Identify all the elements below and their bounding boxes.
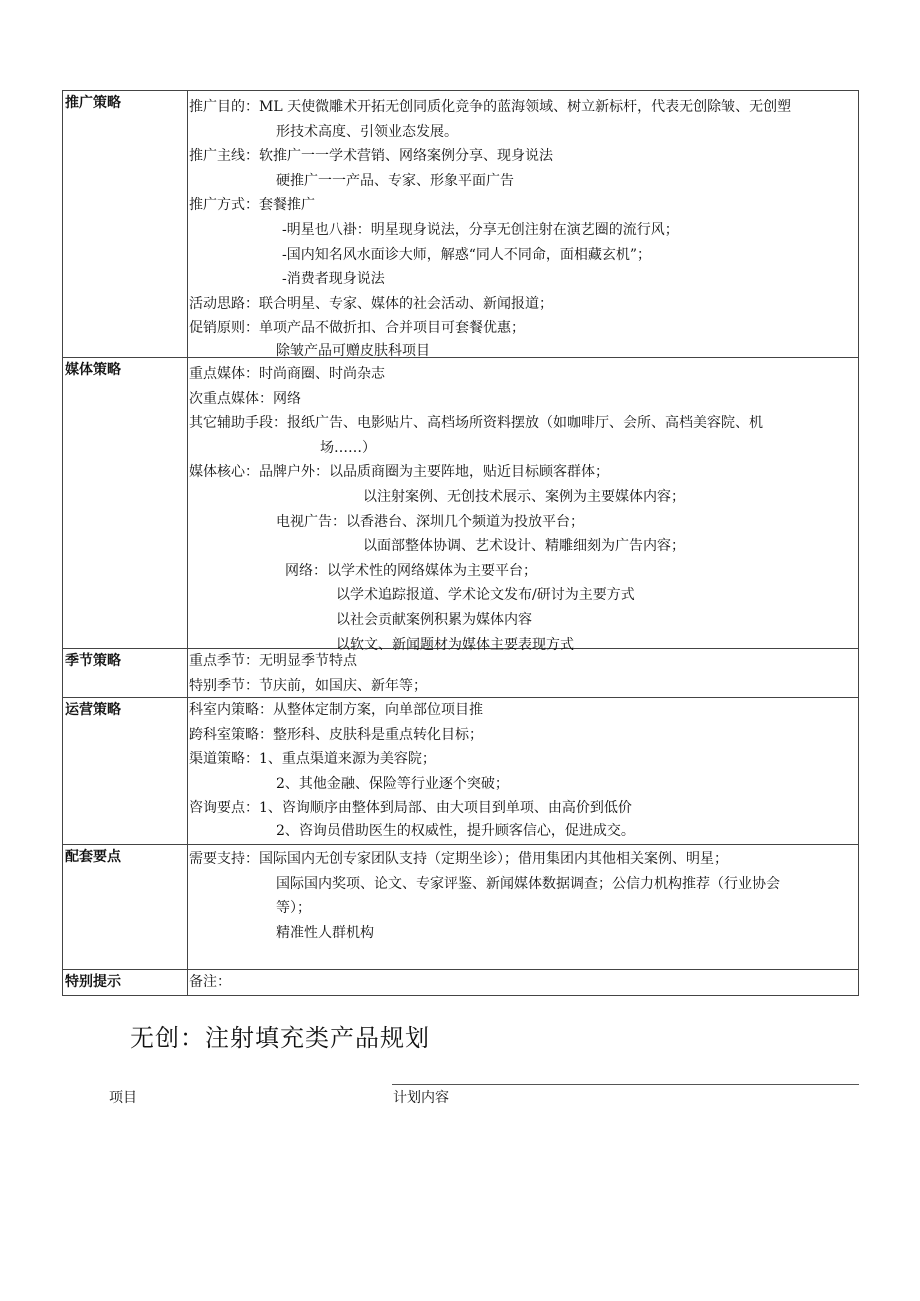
row-content xyxy=(188,845,858,969)
content-line: 特别季节：节庆前，如国庆、新年等； xyxy=(189,677,427,694)
content-line: 以社会贡献案例积累为媒体内容 xyxy=(336,611,532,628)
table-row-notes xyxy=(63,970,858,996)
content-line: -明星也八褂：明星现身说法，分享无创注射在演艺圈的流行风； xyxy=(282,221,679,238)
content-line-cut: 除皱产品可赠皮肤科项目 xyxy=(276,342,430,359)
table-row-support xyxy=(63,845,858,970)
row-label: 特别提示 xyxy=(63,970,188,995)
content-line-cut: 2、咨询员借助医生的权威性，提升顾客信心，促进成交。 xyxy=(276,822,635,839)
content-line: 重点季节：无明显季节特点 xyxy=(189,653,357,669)
content-line: 网络：以学术性的网络媒体为主要平台； xyxy=(285,562,537,579)
row-content xyxy=(188,649,858,697)
content-line: 其它辅助手段：报纸广告、电影贴片、高档场所资料摆放（如咖啡厅、会所、高档美容院、机 xyxy=(189,415,763,432)
content-line: 推广主线：软推广一一学术营销、网络案例分享、现身说法 xyxy=(189,148,553,165)
content-line: 精准性人群机构 xyxy=(276,924,374,941)
content-line: 2、其他金融、保险等行业逐个突破； xyxy=(276,775,509,792)
content-line: 以学术追踪报道、学术论文发布/研讨为主要方式 xyxy=(336,587,635,604)
content-line: -消费者现身说法 xyxy=(282,271,385,288)
strategy-table xyxy=(62,90,859,996)
content-line: 电视广告：以香港台、深圳几个频道为投放平台； xyxy=(276,513,584,530)
page-title: 无创：注射填充类产品规划 xyxy=(130,1024,430,1052)
row-label: 推广策略 xyxy=(63,91,188,357)
table-row-media xyxy=(63,358,858,653)
row-label: 媒体策略 xyxy=(63,358,188,648)
table-row-operations xyxy=(63,698,858,845)
content-line: 跨科室策略：整形科、皮肤科是重点转化目标； xyxy=(189,726,483,743)
column-header-plan: 计划内容 xyxy=(393,1090,449,1106)
content-line: 场……） xyxy=(320,439,376,456)
content-line: 以注射案例、无创技术展示、案例为主要媒体内容； xyxy=(363,488,685,505)
content-line: 等）； xyxy=(276,900,311,917)
content-line: 重点媒体：时尚商圈、时尚杂志 xyxy=(189,366,385,382)
row-content xyxy=(188,698,858,844)
content-line: 渠道策略：1、重点渠道来源为美容院； xyxy=(189,751,436,768)
content-line: 需要支持：国际国内无创专家团队支持（定期坐诊）；借用集团内其他相关案例、明星； xyxy=(189,851,728,867)
row-label: 季节策略 xyxy=(63,649,188,697)
content-line: 硬推广一一产品、专家、形象平面广告 xyxy=(276,172,514,189)
column-header-item: 项目 xyxy=(109,1090,137,1106)
content-line: 推广目的：ML 天使微雕术开拓无创同质化竞争的蓝海领域、树立新标杆，代表无创除皱、无创塑 xyxy=(189,99,792,115)
content-line: 以软文、新闻题材为媒体主要表现方式 xyxy=(336,636,574,653)
content-line: 媒体核心：品牌户外：以品质商圈为主要阵地，贴近目标顾客群体； xyxy=(189,464,609,481)
content-line: 咨询要点：1、咨询顺序由整体到局部、由大项目到单项、由高价到低价 xyxy=(189,800,632,817)
divider xyxy=(392,1084,859,1085)
content-line: 国际国内奖项、论文、专家评鉴、新闻媒体数据调查；公信力机构推荐（行业协会 xyxy=(276,875,780,892)
content-line: 形技术高度、引领业态发展。 xyxy=(276,123,458,140)
row-content xyxy=(188,970,858,995)
table-row-season xyxy=(63,649,858,698)
table-row-promotion xyxy=(63,91,858,358)
row-label: 运营策略 xyxy=(63,698,188,844)
row-content xyxy=(188,358,858,653)
content-line: 科室内策略：从整体定制方案，向单部位项目推 xyxy=(189,702,483,718)
content-line: 促销原则：单项产品不做折扣、合并项目可套餐优惠； xyxy=(189,320,525,337)
content-line: 活动思路：联合明星、专家、媒体的社会活动、新闻报道； xyxy=(189,295,553,312)
content-line: 以面部整体协调、艺术设计、精雕细刻为广告内容； xyxy=(363,538,685,555)
content-line: 备注： xyxy=(189,974,231,990)
content-line: 推广方式：套餐推广 xyxy=(189,197,315,214)
content-line: 次重点媒体：网络 xyxy=(189,390,301,407)
content-line: -国内知名风水面诊大师，解惑“同人不同命，面相藏玄机”； xyxy=(282,246,652,263)
row-content xyxy=(188,91,858,357)
row-label: 配套要点 xyxy=(63,845,188,969)
